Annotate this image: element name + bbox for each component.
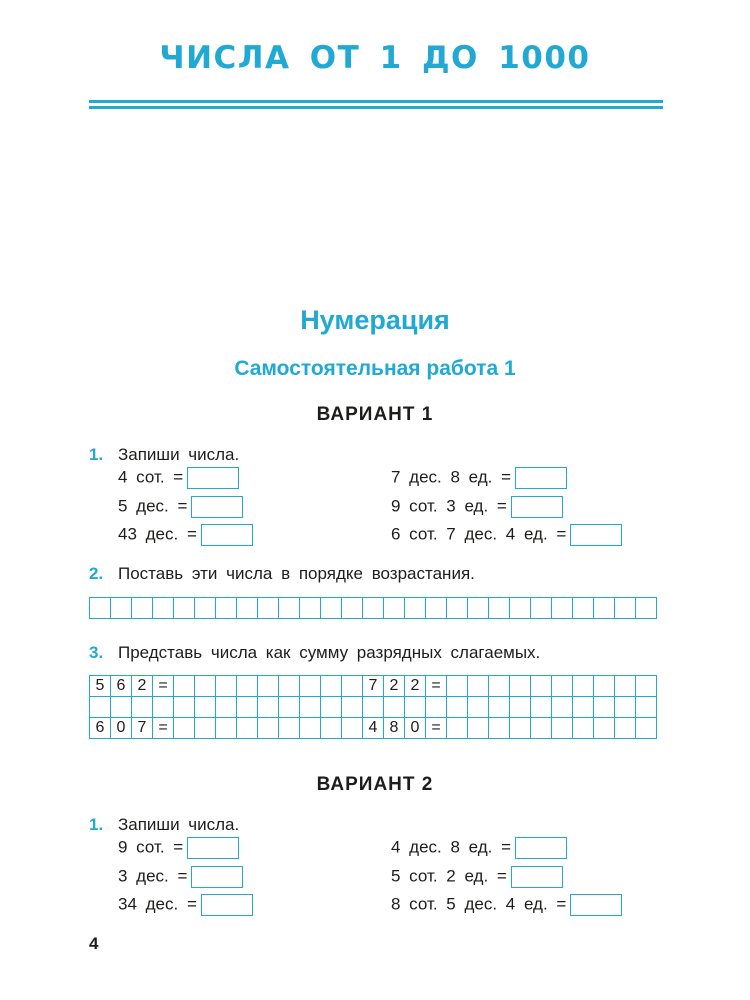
grid-cell-digit: 8	[384, 718, 405, 739]
answer-cell	[531, 598, 552, 619]
v2-left-row-3: 34 дес. =	[118, 894, 253, 916]
task3-number: 3.	[89, 643, 104, 662]
v1-left-row-1: 4 сот. =	[118, 467, 239, 489]
answer-cell	[447, 598, 468, 619]
answer-box[interactable]	[511, 496, 563, 518]
answer-cell	[489, 598, 510, 619]
answer-cell	[342, 598, 363, 619]
answer-cell	[216, 598, 237, 619]
grid-cell-equals: =	[153, 676, 174, 697]
v2-right-row-1: 4 дес. 8 ед. =	[391, 837, 567, 859]
answer-cell	[258, 598, 279, 619]
grid-cell-digit: 0	[111, 718, 132, 739]
answer-cell	[615, 598, 636, 619]
task2-instruction: Поставь эти числа в порядке возрастания.	[118, 564, 475, 583]
answer-cell	[111, 598, 132, 619]
answer-cell	[426, 598, 447, 619]
variant2-heading: ВАРИАНТ 2	[316, 774, 434, 795]
grid-cell-digit: 7	[132, 718, 153, 739]
variant1-heading: ВАРИАНТ 1	[316, 404, 434, 425]
grid-cell-equals: =	[153, 718, 174, 739]
grid-cell-digit: 6	[111, 676, 132, 697]
answer-box[interactable]	[570, 894, 622, 916]
grid-cell-digit: 2	[384, 676, 405, 697]
answer-cell	[363, 598, 384, 619]
task1-number: 1.	[89, 445, 104, 464]
answer-box[interactable]	[570, 524, 622, 546]
answer-cell	[573, 598, 594, 619]
v1-left-row-2: 5 дес. =	[118, 496, 243, 518]
v1-right-row-3: 6 сот. 7 дес. 4 ед. =	[391, 524, 622, 546]
answer-cell	[195, 598, 216, 619]
answer-box[interactable]	[191, 496, 243, 518]
answer-box[interactable]	[191, 866, 243, 888]
grid-cell-digit: 0	[405, 718, 426, 739]
answer-cell	[321, 598, 342, 619]
section-title: Нумерация	[300, 305, 450, 335]
v1-left-row-3: 43 дес. =	[118, 524, 253, 546]
chapter-title: ЧИСЛА ОТ 1 ДО 1000	[159, 40, 591, 76]
v2-right-row-3: 8 сот. 5 дес. 4 ед. =	[391, 894, 622, 916]
grid-cell-equals: =	[426, 676, 447, 697]
answer-box[interactable]	[511, 866, 563, 888]
answer-box[interactable]	[201, 894, 253, 916]
answer-cell	[594, 598, 615, 619]
v2-left-row-1: 9 сот. =	[118, 837, 239, 859]
answer-box[interactable]	[515, 837, 567, 859]
answer-cell	[636, 598, 657, 619]
grid-cell-digit: 2	[132, 676, 153, 697]
answer-cell	[405, 598, 426, 619]
answer-cell	[384, 598, 405, 619]
answer-cell	[552, 598, 573, 619]
answer-cell	[279, 598, 300, 619]
header-rule-top	[89, 100, 663, 103]
task3-instruction: Представь числа как сумму разрядных слагаемых.	[118, 643, 541, 662]
answer-box[interactable]	[201, 524, 253, 546]
answer-cell	[90, 598, 111, 619]
v1-right-row-1: 7 дес. 8 ед. =	[391, 467, 567, 489]
task1-instruction: Запиши числа.	[118, 445, 240, 464]
v1-right-row-2: 9 сот. 3 ед. =	[391, 496, 563, 518]
grid-cell-equals: =	[426, 718, 447, 739]
answer-cell	[132, 598, 153, 619]
v2-task1-number: 1.	[89, 815, 104, 834]
grid-cell-digit: 5	[90, 676, 111, 697]
answer-cell	[300, 598, 321, 619]
answer-cell	[510, 598, 531, 619]
v2-task1-instruction: Запиши числа.	[118, 815, 240, 834]
ascending-order-strip[interactable]	[89, 597, 657, 619]
answer-cell	[468, 598, 489, 619]
answer-box[interactable]	[515, 467, 567, 489]
answer-box[interactable]	[187, 837, 239, 859]
task2-number: 2.	[89, 564, 104, 583]
grid-cell-digit: 2	[405, 676, 426, 697]
header-rule-bottom	[89, 106, 663, 109]
answer-cell	[153, 598, 174, 619]
place-value-grid[interactable]	[89, 675, 657, 739]
v2-right-row-2: 5 сот. 2 ед. =	[391, 866, 563, 888]
v2-left-row-2: 3 дес. =	[118, 866, 243, 888]
page-number: 4	[89, 934, 99, 953]
answer-box[interactable]	[187, 467, 239, 489]
answer-cell	[237, 598, 258, 619]
subsection-title: Самостоятельная работа 1	[234, 357, 516, 380]
grid-cell-digit: 7	[363, 676, 384, 697]
grid-cell-digit: 6	[90, 718, 111, 739]
answer-cell	[174, 598, 195, 619]
grid-cell-digit: 4	[363, 718, 384, 739]
